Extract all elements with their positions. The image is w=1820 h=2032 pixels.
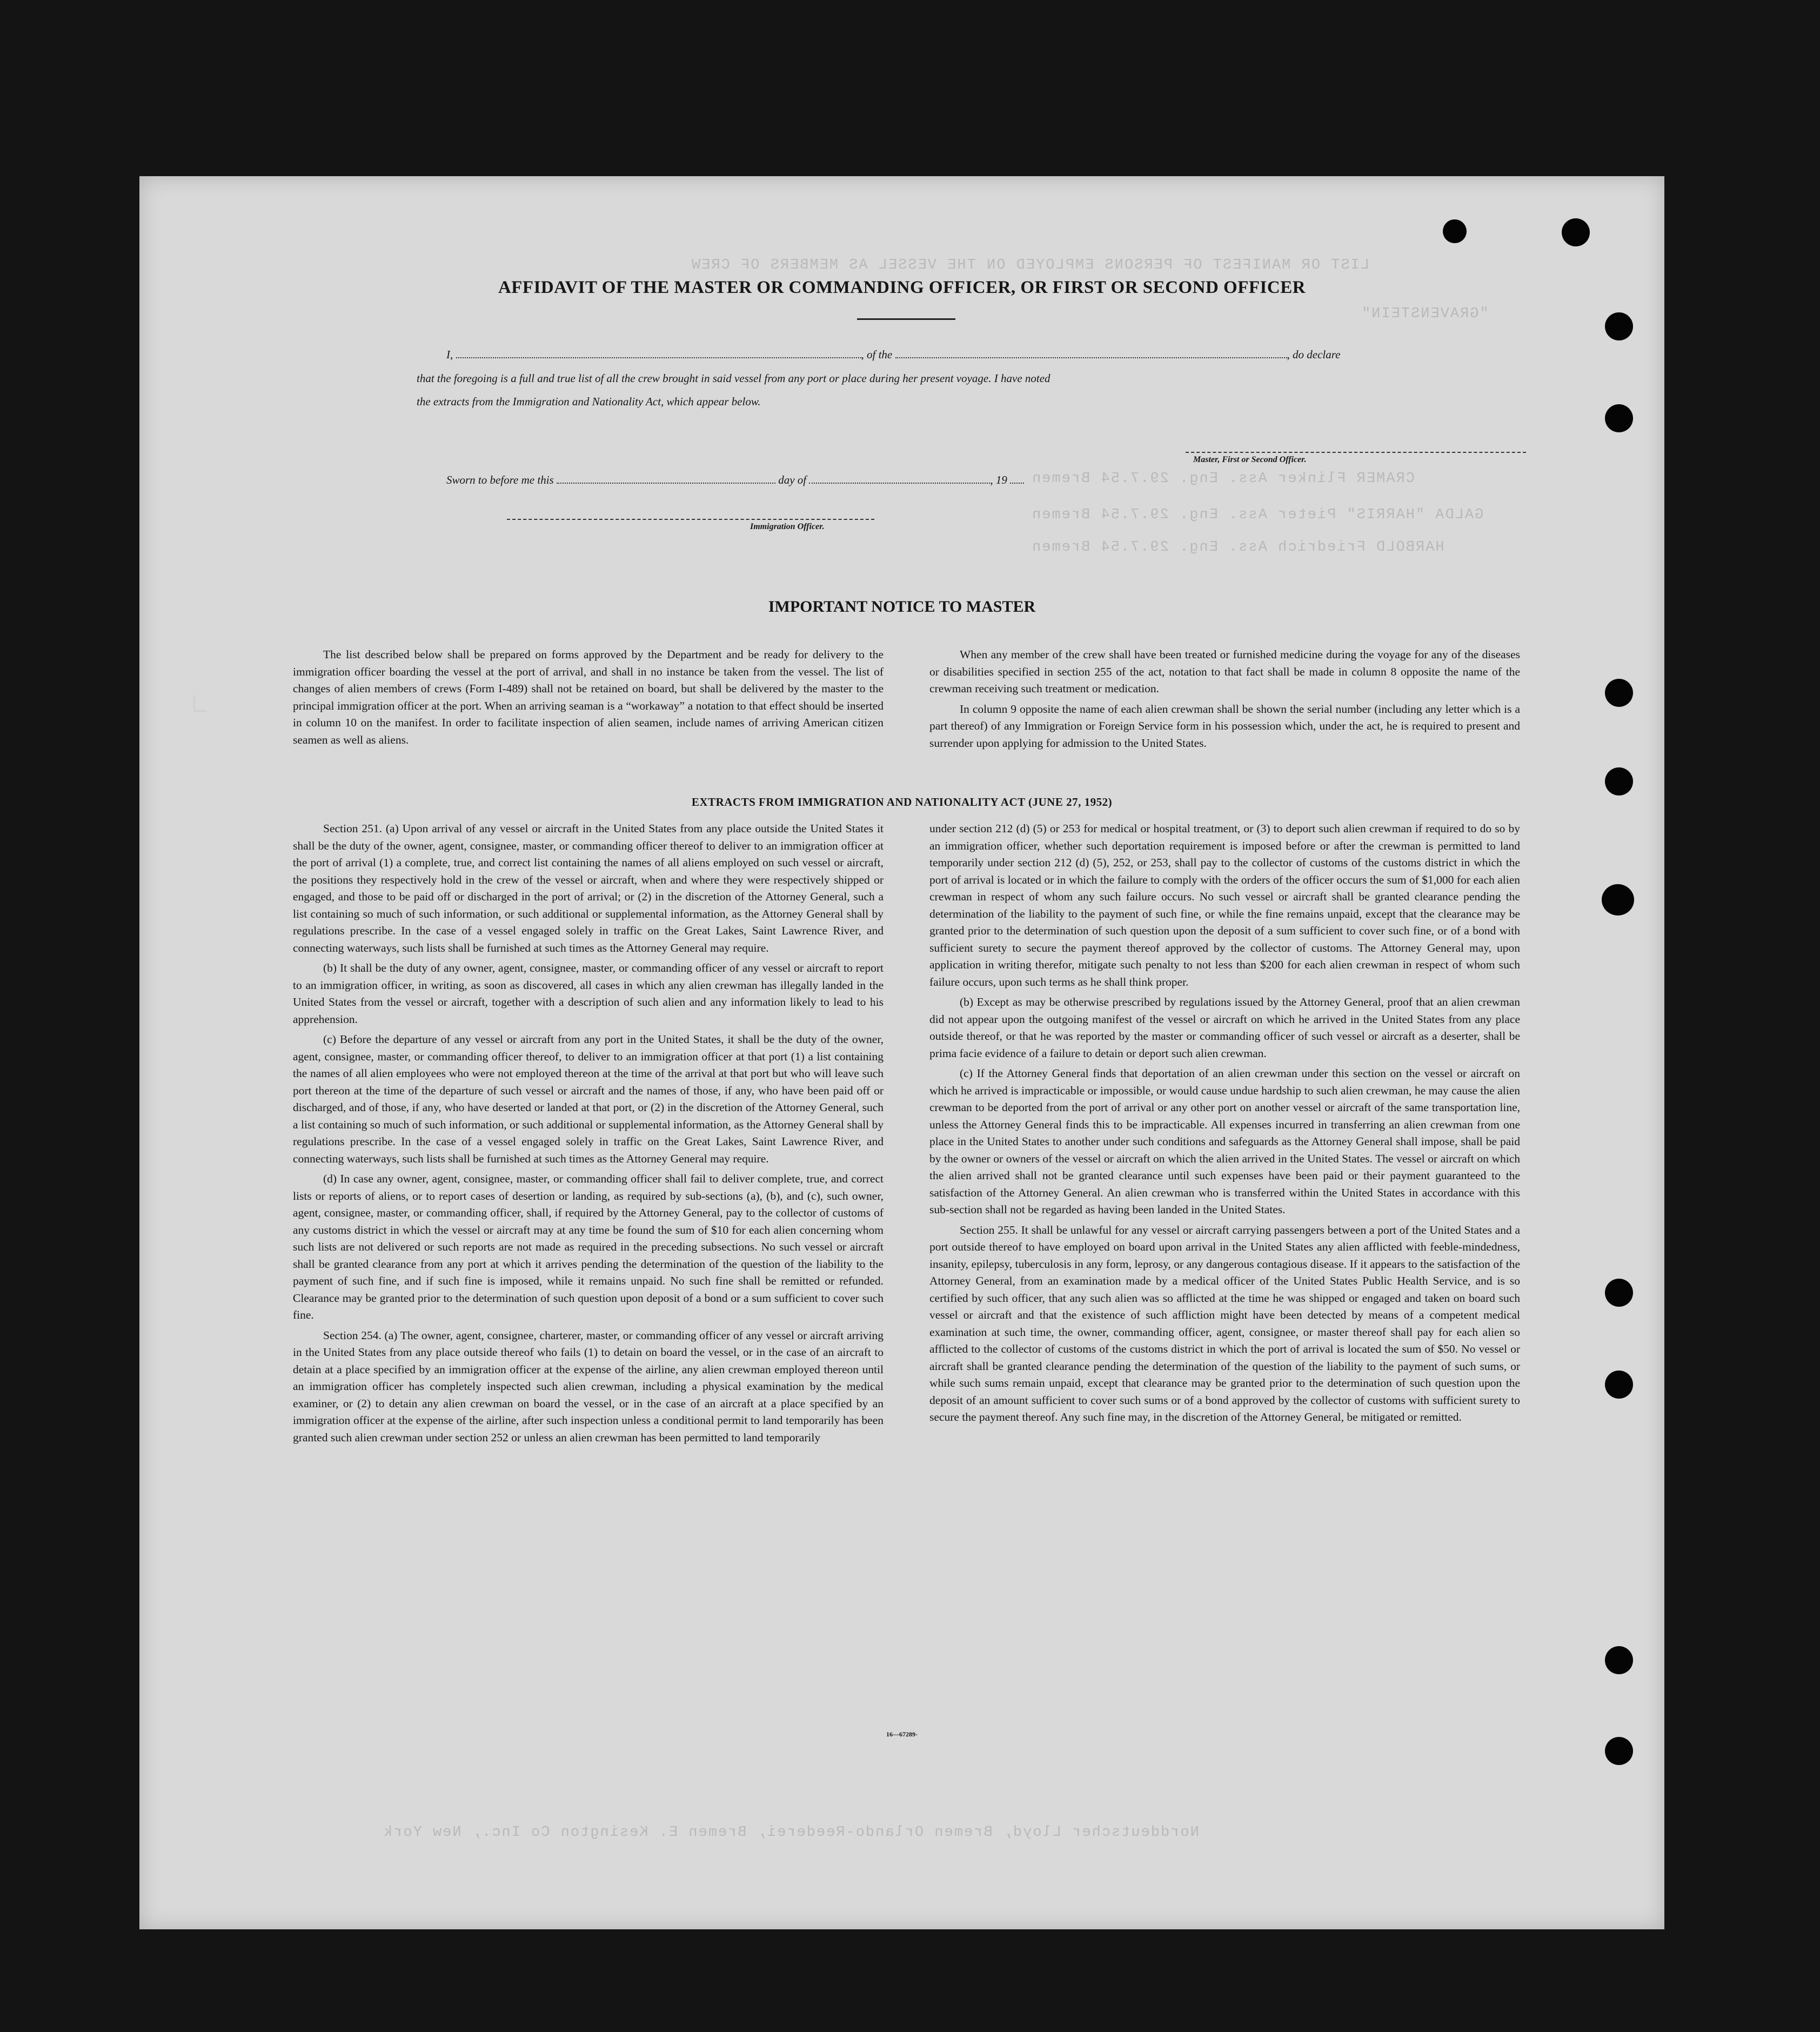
vessel-name-field[interactable] [895, 349, 1287, 358]
declaration-text-line-2: the extracts from the Immigration and Nationality Act, which appear below. [417, 395, 761, 408]
extracts-title: EXTRACTS FROM IMMIGRATION AND NATIONALITY ACT (JUNE 27, 1952) [691, 796, 1113, 808]
bleed-through-bottom: Norddeutscher Lloyd, Bremen Orlando-Reederei, Bremen E. Kesington Co Inc., New York [383, 1824, 1199, 1841]
year-label: , 19 [990, 473, 1007, 486]
bleed-through-heading: LIST OR MANIFEST OF PERSONS EMPLOYED ON THE VESSEL AS MEMBERS OF CREW [691, 257, 1369, 273]
section-paragraph: under section 212 (d) (5) or 253 for medical or hospital treatment, or (3) to deport such alien crewman if required to do so by an immigration officer, whether such deportation requirement is imposed before or after the crewman is permitted to land temporarily under section 212 (d) (5), 252, or 253, shall pay to the collector of customs of the customs district in which the port of arrival is located or in which the failure to comply with the orders of the officer occurs the sum of $1,000 for each alien crewman in respect of whom any such failure occurs. No such vessel or aircraft shall be granted clearance pending the determination of the liability to the payment of such fine, or while the fine remains unpaid, except that the clearance may be granted prior to the determination of such question upon the deposit of a sum sufficient to cover such fine, or of a bond with sufficient surety to secure the payment thereof approved by the collector of customs. The Attorney General may, upon application in writing therefor, mitigate such penalty to not less than $200 for each alien crewman in respect of whom such failure occurs, upon such terms as he shall think proper. [929, 822, 1520, 988]
extracts-left-column [293, 820, 884, 1449]
bleed-through-row: CRAMER Flinker Ass. Eng. 29.7.54 Bremen [1031, 471, 1415, 487]
day-of-label: day of [778, 473, 807, 486]
notice-right-text [929, 646, 1520, 755]
notice-left-paragraph: The list described below shall be prepared on forms approved by the Department and be ready for delivery to the immigration officer boarding the vessel at the port of arrival, and shall in no instance be taken from the vessel. The list of changes of alien members of crews (Form I-489) shall not be retained on board, but shall be delivered by the master to the principal immigration officer at the port. When an arriving seaman is a “workaway” a notation to that effect should be inserted in column 10 on the manifest. In order to facilitate inspection of alien seamen, include names of arriving American citizen seamen as well as aliens. [293, 648, 884, 746]
master-signature-caption: Master, First or Second Officer. [1193, 455, 1307, 464]
section-paragraph: Section 254. (a) The owner, agent, consignee, charterer, master, or commanding officer of any vessel or aircraft arriving in the United States from any place outside thereof who fails (1) to detain on board the vessel, or in the case of an aircraft to detain at a place specified by an immigration officer at the expense of the airline, any alien crewman employed thereon until an immigration officer has completely inspected such alien crewman, including a physical examination by the medical examiner, or (2) to detain any alien crewman on board the vessel, or in the case of an aircraft at a place specified by an immigration officer at the expense of the airline, after such inspection unless a conditional permit to land temporarily has been granted such alien crewman under section 252 or unless an alien crewman has been permitted to land temporarily [293, 1328, 884, 1444]
master-signature-line[interactable] [1186, 452, 1526, 453]
punch-hole [1605, 1646, 1633, 1674]
notice-right-paragraph: When any member of the crew shall have been treated or furnished medicine during the voyage for any of the diseases or disabilities specified in section 255 of the act, notation to that fact shall be made in column 8 opposite the name of the crewman receiving such treatment or medication. [929, 648, 1520, 695]
punch-hole [1602, 884, 1634, 915]
extracts-right-column [929, 820, 1520, 1429]
of-the-label: , of the [861, 348, 893, 361]
immigration-officer-caption: Immigration Officer. [750, 522, 825, 531]
form-code: 16—67289- [886, 1730, 918, 1738]
title-rule [857, 318, 955, 320]
sworn-year-field[interactable] [1010, 474, 1024, 484]
corner-mark [193, 695, 207, 712]
section-paragraph: (b) It shall be the duty of any owner, agent, consignee, master, or commanding officer of any vessel or aircraft to report to an immigration officer, in writing, as soon as discovered, all cases in which any alien crewman has illegally landed in the United States from the vessel or aircraft, together with a description of such alien and any information likely to lead to his apprehension. [293, 961, 884, 1026]
bleed-through-row: GALDA "HARRIS" Pieter Ass. Eng. 29.7.54 Bremen [1031, 507, 1484, 523]
sworn-month-field[interactable] [809, 474, 990, 484]
section-paragraph: Section 255. It shall be unlawful for any vessel or aircraft carrying passengers between a port of the United States and a port outside thereof to have employed on board upon arrival in the United States any alien afflicted with feeble-mindedness, insanity, epilepsy, tuberculosis in any form, leprosy, or any dangerous contagious disease. If it appears to the satisfaction of the Attorney General, from an examination made by a medical officer of the United States Public Health Service, and is so certified by such officer, that any such alien was so afflicted at the time he was shipped or engaged and taken on board such vessel or aircraft and that the existence of such affliction might have been detected by means of a competent medical examination at such time, the owner, commanding officer, agent, consignee, or master thereof shall pay for each alien so afflicted to the collector of customs of the customs district in which the port of arrival is located the sum of $50. No vessel or aircraft shall be granted clearance pending the determination of the question of the liability to the payment of such sums, or while such sums remain unpaid, except that clearance may be granted prior to the determination of such question upon the deposit of an amount sufficient to cover such sums or of a bond approved by the collector of customs with sufficient surety to secure the payment thereof. Any such fine may, in the discretion of the Attorney General, be mitigated or remitted. [929, 1223, 1520, 1423]
master-name-field[interactable] [456, 349, 861, 358]
punch-hole [1605, 767, 1633, 796]
punch-hole [1605, 1371, 1633, 1399]
do-declare-label: , do declare [1287, 348, 1341, 361]
immigration-officer-signature-line[interactable] [507, 519, 874, 520]
notice-left-column [293, 646, 884, 752]
punch-hole [1605, 1737, 1633, 1765]
i-label: I, [446, 348, 453, 361]
punch-hole [1605, 1279, 1633, 1307]
punch-hole [1605, 404, 1633, 432]
sworn-day-field[interactable] [557, 474, 775, 484]
section-paragraph: (b) Except as may be otherwise prescribed by regulations issued by the Attorney General, proof that an alien crewman did not appear upon the outgoing manifest of the vessel or aircraft on which he arrived in the United States from any place outside thereof, or that he was reported by the master or commanding officer of such vessel or aircraft as a deserter, shall be prima facie evidence of a failure to detain or deport such alien crewman. [929, 995, 1520, 1060]
notice-title: IMPORTANT NOTICE TO MASTER [768, 598, 1036, 616]
bleed-through-vessel: "GRAVENSTEIN" [1361, 306, 1489, 322]
section-paragraph: (c) If the Attorney General finds that deportation of an alien crewman under this section on the vessel or aircraft on which he arrived is impracticable or impossible, or would cause undue hardship to such alien crewman, he may cause the alien crewman to be deported from the port of arrival or any other port on another vessel or aircraft of the same transportation line, unless the Attorney General finds this to be impracticable. All expenses incurred in transferring an alien crewman from one place in the United States to another under such conditions and safeguards as the Attorney General shall impose, shall be paid by the owner or owners of the vessel or aircraft on which the alien arrived in the United States. The vessel or aircraft on which the alien arrived shall not be granted clearance until such expenses have been paid or their payment guaranteed to the satisfaction of the Attorney General. An alien crewman who is transferred within the United States in accordance with this sub-section shall not be regarded as having been landed in the United States. [929, 1067, 1520, 1216]
sworn-label: Sworn to before me this [446, 473, 554, 486]
section-paragraph: (c) Before the departure of any vessel or aircraft from any port in the United States, it shall be the duty of the owner, agent, consignee, master, or commanding officer thereof, to deliver to an immigration officer at that port (1) a list containing the names of all alien employees who were not employed thereon at the time of the arrival at that port but who will leave such port thereon at the time of the departure of such vessel or aircraft and the names of those, if any, who have been paid off or discharged, and of those, if any, who have deserted or landed at that port, or (2) in the discretion of the Attorney General, such a list containing so much of such information, or such additional or supplemental information, as the Attorney General shall by regulations prescribe. In the case of a vessel engaged solely in traffic on the Great Lakes, Saint Lawrence River, and connecting waterways, such lists shall be furnished at such times as the Attorney General may require. [293, 1033, 884, 1165]
notice-right-paragraph: In column 9 opposite the name of each alien crewman shall be shown the serial number (including any letter which is a part thereof) of any Immigration or Foreign Service form in his possession which, under the act, he is required to present and surrender upon applying for admission to the United States. [929, 702, 1520, 750]
section-paragraph: (d) In case any owner, agent, consignee, master, or commanding officer shall fail to deliver complete, true, and correct lists or reports of aliens, or to report cases of desertion or landing, as required by sub-sections (a), (b), and (c), such owner, agent, consignee, master, or commanding officer, shall, if required by the Attorney General, pay to the collector of customs of any customs district in which the vessel or aircraft may at any time be found the sum of $10 for each alien concerning whom such lists are not delivered or such reports are not made as required in the preceding subsections. No such vessel or aircraft shall be granted clearance from any port at which it arrives pending the determination of the question of the liability to the payment of such fine, and if such fine is imposed, while it remains unpaid. No such fine shall be remitted or refunded. Clearance may be granted prior to the determination of such question upon deposit of a bond or a sum sufficient to cover such fine. [293, 1172, 884, 1321]
declaration-text-line-1: that the foregoing is a full and true list of all the crew brought in said vessel from any port or place during her present voyage. I have noted [417, 372, 1050, 385]
section-paragraph: Section 251. (a) Upon arrival of any vessel or aircraft in the United States from any place outside the United States it shall be the duty of the owner, agent, consignee, master, or commanding officer thereof to deliver to an immigration officer at the port of arrival (1) a complete, true, and correct list containing the names of all aliens employed on such vessel or aircraft, the positions they respectively hold in the crew of the vessel or aircraft, when and where they were respectively shipped or engaged, and those to be paid off or discharged in the port of arrival; or (2) in the discretion of the Attorney General, such a list containing so much of such information, or such additional or supplemental information, as the Attorney General shall by regulations prescribe. In the case of a vessel engaged solely in traffic on the Great Lakes, Saint Lawrence River, and connecting waterways, such lists shall be furnished at such times as the Attorney General may require. [293, 822, 884, 954]
punch-hole [1605, 679, 1633, 707]
sworn-line [446, 473, 1024, 487]
declaration-fill-line [446, 348, 1340, 362]
punch-hole [1605, 312, 1633, 340]
affidavit-title: AFFIDAVIT OF THE MASTER OR COMMANDING OFFICER, OR FIRST OR SECOND OFFICER [498, 278, 1306, 297]
bleed-through-row: HARBOLD Friedrich Ass. Eng. 29.7.54 Bremen [1031, 539, 1444, 556]
punch-hole [1562, 218, 1590, 246]
punch-hole [1443, 219, 1467, 243]
